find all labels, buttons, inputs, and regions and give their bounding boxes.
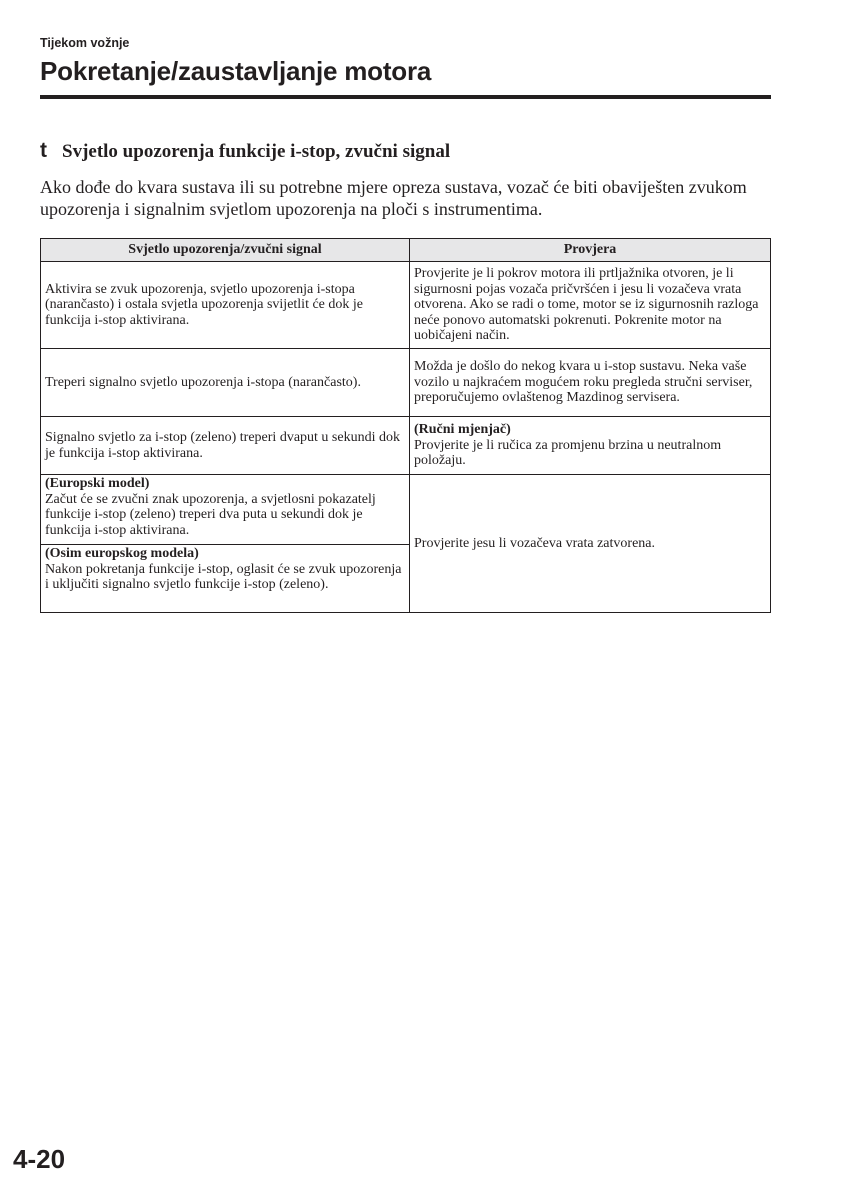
column-header-check: Provjera xyxy=(410,239,771,262)
section-heading-text: Svjetlo upozorenja funkcije i-stop, zvučni signal xyxy=(62,141,451,162)
check-cell: Provjerite jesu li vozačeva vrata zatvorena. xyxy=(410,475,771,613)
signal-cell: Treperi signalno svjetlo upozorenja i-stopa (narančasto). xyxy=(41,349,410,417)
table-header-row xyxy=(41,239,771,262)
signal-cell xyxy=(41,475,410,545)
section-heading xyxy=(40,139,450,163)
table-row xyxy=(41,475,771,545)
signal-cell: Aktivira se zvuk upozorenja, svjetlo upozorenja i-stopa (narančasto) i ostala svjetla upozorenja svijetlit će dok je funkcija i-stop aktivirana. xyxy=(41,262,410,349)
page-number: 4-20 xyxy=(13,1144,66,1174)
check-label: (Ručni mjenjač) xyxy=(414,422,511,438)
page-title: Pokretanje/zaustavljanje motora xyxy=(40,56,432,86)
check-cell: Provjerite je li pokrov motora ili prtljažnika otvoren, je li sigurnosni pojas vozača pričvršćen i jesu li vozačeva vrata otvorena. Ako se radi o tome, motor se iz sigurnosnih razloga neće ponovo automatski pokrenuti. Pokrenite motor na uobičajeni način. xyxy=(410,262,771,349)
section-marker: t xyxy=(40,139,47,162)
signal-label: (Europski model) xyxy=(45,476,150,491)
signal-text: Začut će se zvučni znak upozorenja, a svjetlosni pokazatelj funkcije i-stop (zeleno) treperi dva puta u sekundi dok je funkcija i-stop aktivirana. xyxy=(45,491,376,538)
running-head: Tijekom vožnje xyxy=(40,36,130,50)
warning-table xyxy=(40,238,771,613)
table-row xyxy=(41,417,771,475)
table-row xyxy=(41,262,771,349)
check-cell xyxy=(410,417,771,475)
table-row xyxy=(41,349,771,417)
check-cell: Možda je došlo do nekog kvara u i-stop sustavu. Neka vaše vozilo u najkraćem mogućem roku pregleda stručni serviser, preporučujemo ovlaštenog Mazdinog servisera. xyxy=(410,349,771,417)
intro-paragraph: Ako dođe do kvara sustava ili su potrebne mjere opreza sustava, vozač će biti obaviješten zvukom upozorenja i signalnim svjetlom upozorenja na ploči s instrumentima. xyxy=(40,177,747,219)
check-text: Provjerite je li ručica za promjenu brzina u neutralnom položaju. xyxy=(414,437,722,469)
signal-cell: Signalno svjetlo za i-stop (zeleno) treperi dvaput u sekundi dok je funkcija i-stop aktivirana. xyxy=(41,417,410,475)
title-rule xyxy=(40,95,771,99)
signal-text: Nakon pokretanja funkcije i-stop, oglasit će se zvuk upozorenja i uključiti signalno svjetlo funkcije i-stop (zeleno). xyxy=(45,561,402,593)
signal-cell xyxy=(41,545,410,613)
column-header-signal: Svjetlo upozorenja/zvučni signal xyxy=(41,239,410,262)
signal-label: (Osim europskog modela) xyxy=(45,546,199,561)
